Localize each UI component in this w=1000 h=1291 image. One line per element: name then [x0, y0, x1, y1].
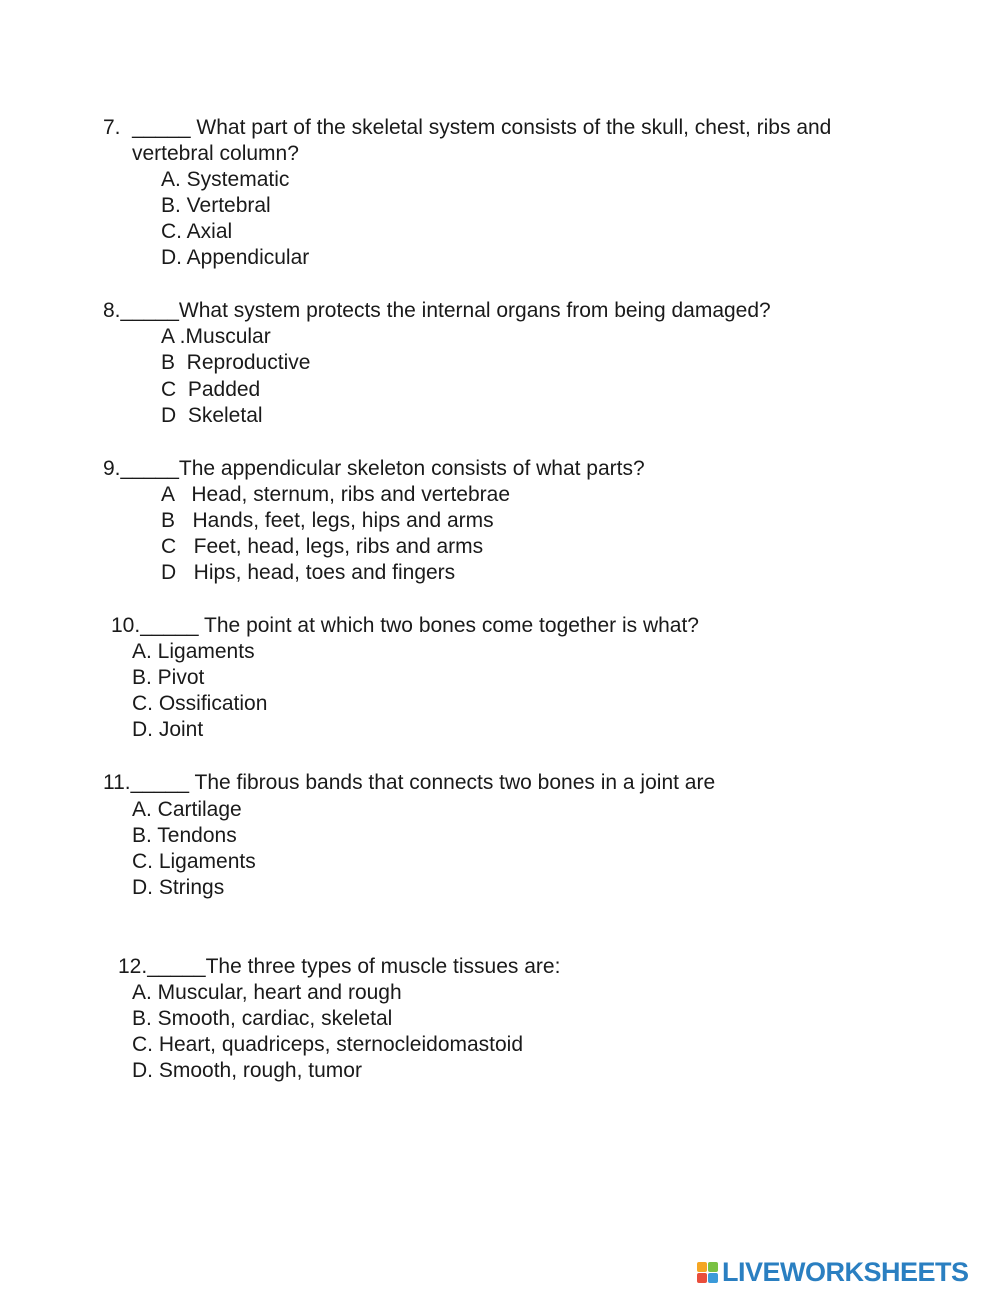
question-7-stem-cont: vertebral column? — [132, 142, 299, 165]
logo-block — [697, 1273, 707, 1283]
question-9-option-c[interactable]: C Feet, head, legs, ribs and arms — [161, 535, 484, 558]
question-12-option-d[interactable]: D. Smooth, rough, tumor — [132, 1059, 362, 1082]
question-8-option-d[interactable]: D Skeletal — [161, 404, 263, 427]
question-11-stem: 11._____ The fibrous bands that connects two bones in a joint are — [103, 771, 716, 794]
question-10-option-b[interactable]: B. Pivot — [132, 666, 205, 689]
question-7-option-c[interactable]: C. Axial — [161, 220, 233, 243]
logo-block — [697, 1262, 707, 1272]
logo-block — [708, 1262, 718, 1272]
logo-block — [708, 1273, 718, 1283]
question-12-option-b[interactable]: B. Smooth, cardiac, skeletal — [132, 1007, 393, 1030]
logo-blocks-icon — [697, 1262, 718, 1283]
question-8-stem: 8._____What system protects the internal organs from being damaged? — [103, 299, 771, 322]
question-7-option-d[interactable]: D. Appendicular — [161, 246, 310, 269]
question-12-stem: 12._____The three types of muscle tissues are: — [118, 955, 561, 978]
question-9-option-b[interactable]: B Hands, feet, legs, hips and arms — [161, 509, 494, 532]
question-7-option-a[interactable]: A. Systematic — [161, 168, 290, 191]
question-8-option-b[interactable]: B Reproductive — [161, 351, 311, 374]
question-11-option-b[interactable]: B. Tendons — [132, 824, 237, 847]
question-7-option-b[interactable]: B. Vertebral — [161, 194, 271, 217]
question-10-option-d[interactable]: D. Joint — [132, 718, 204, 741]
question-8-option-a[interactable]: A .Muscular — [161, 325, 271, 348]
question-9-option-d[interactable]: D Hips, head, toes and fingers — [161, 561, 456, 584]
question-11-option-d[interactable]: D. Strings — [132, 876, 225, 899]
question-11-option-a[interactable]: A. Cartilage — [132, 798, 242, 821]
question-10-option-a[interactable]: A. Ligaments — [132, 640, 255, 663]
question-7-stem: 7. _____ What part of the skeletal system consists of the skull, chest, ribs and — [103, 116, 832, 139]
question-10-option-c[interactable]: C. Ossification — [132, 692, 268, 715]
question-12-option-c[interactable]: C. Heart, quadriceps, sternocleidomastoid — [132, 1033, 524, 1056]
logo-text: LIVEWORKSHEETS — [722, 1256, 969, 1287]
liveworksheets-logo — [697, 1257, 969, 1287]
question-11-option-c[interactable]: C. Ligaments — [132, 850, 256, 873]
question-9-stem: 9._____The appendicular skeleton consists of what parts? — [103, 457, 645, 480]
question-8-option-c[interactable]: C Padded — [161, 378, 261, 401]
question-12-option-a[interactable]: A. Muscular, heart and rough — [132, 981, 402, 1004]
question-9-option-a[interactable]: A Head, sternum, ribs and vertebrae — [161, 483, 511, 506]
question-10-stem: 10._____ The point at which two bones come together is what? — [111, 614, 699, 637]
